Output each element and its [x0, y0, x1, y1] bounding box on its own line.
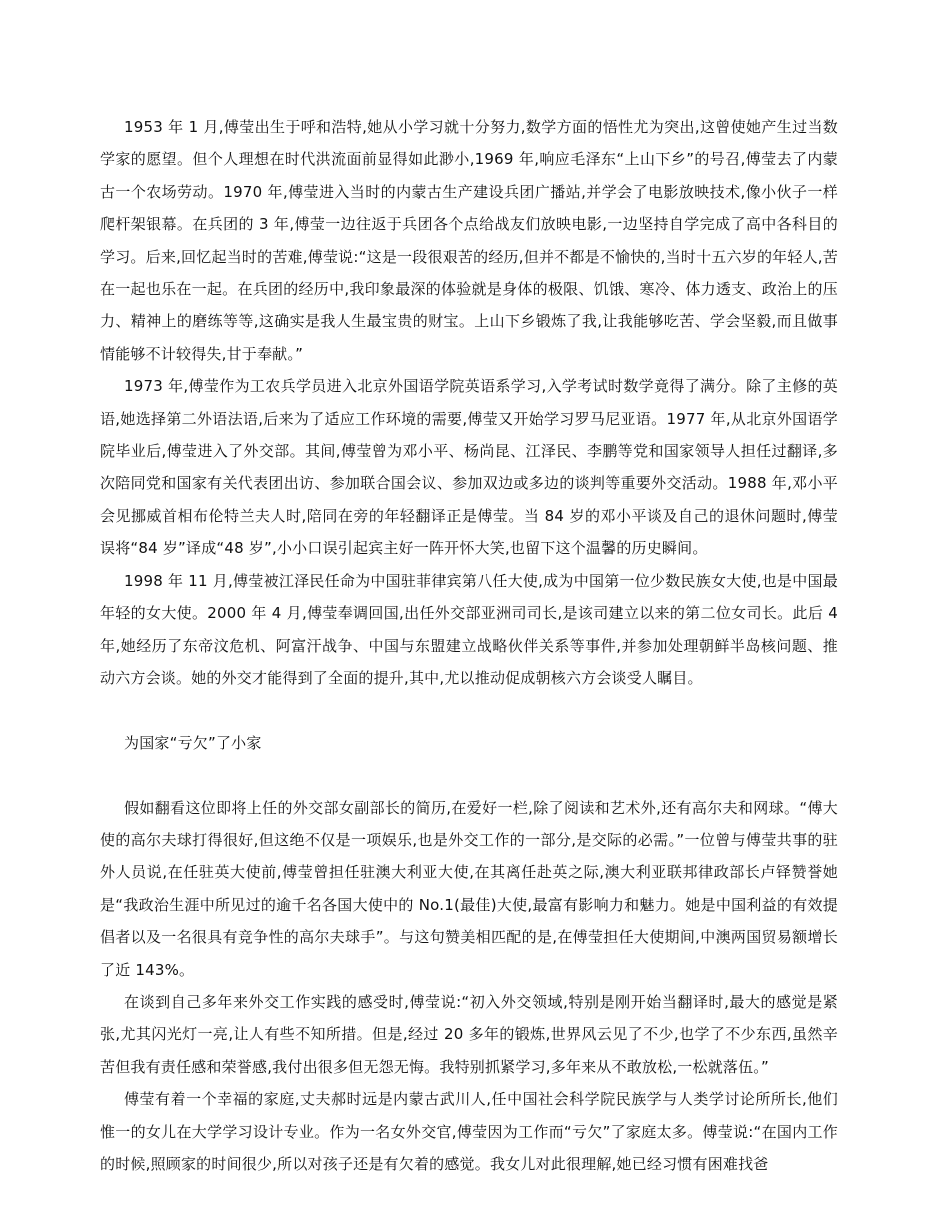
spacer: [100, 694, 838, 726]
paragraph-ambassador: 1998 年 11 月,傅莹被江泽民任命为中国驻菲律宾第八任大使,成为中国第一位少数民族女大使,也是中国最年轻的女大使。2000 年 4 月,傅莹奉调回国,出任外交部亚洲司司长,是该司建立以来的第二位女司长。此后 4 年,她经历了东帝汶危机、阿富汗战争、中国与东盟建立战略伙伴关系等事件,并参加处理朝鲜半岛核问题、推动六方会谈。她的外交才能得到了全面的提升,其中,尤以推动促成朝核六方会谈受人瞩目。: [100, 571, 838, 687]
spacer: [100, 759, 838, 791]
article-body: [100, 111, 838, 1180]
paragraph-experience: 在谈到自己多年来外交工作实践的感受时,傅莹说:“初入外交领域,特别是刚开始当翻译时,最大的感觉是紧张,尤其闪光灯一亮,让人有些不知所措。但是,经过 20 多年的锻炼,世界风云见了不少,也学了不少东西,虽然辛苦但我有责任感和荣誉感,我付出很多但无怨无悔。我特别抓紧学习,多年来从不敢放松,一松就落伍。”: [100, 992, 838, 1076]
section-heading: 为国家“亏欠”了小家: [124, 733, 262, 752]
paragraph-hobbies: 假如翻看这位即将上任的外交部女副部长的简历,在爱好一栏,除了阅读和艺术外,还有高尔夫和网球。“傅大使的高尔夫球打得很好,但这绝不仅是一项娱乐,也是外交工作的一部分,是交际的必需。”一位曾与傅莹共事的驻外人员说,在任驻英大使前,傅莹曾担任驻澳大利亚大使,在其离任赴英之际,澳大利亚联邦律政部长卢铎赞誉她是“我政治生涯中所见过的逾千名各国大使中的 No.1(最佳)大使,最富有影响力和魅力。她是中国利益的有效提倡者以及一名很具有竞争性的高尔夫球手”。与这句赞美相匹配的是,在傅莹担任大使期间,中澳两国贸易额增长了近 143%。: [100, 798, 838, 979]
paragraph-family: 傅莹有着一个幸福的家庭,丈夫郝时远是内蒙古武川人,任中国社会科学院民族学与人类学讨论所所长,他们惟一的女儿在大学学习设计专业。作为一名女外交官,傅莹因为工作而“亏欠”了家庭太多。傅莹说:“在国内工作的时候,照顾家的时间很少,所以对孩子还是有欠着的感觉。我女儿对此很理解,她已经习惯有困难找爸: [100, 1090, 838, 1173]
paragraph-early-life: 1953 年 1 月,傅莹出生于呼和浩特,她从小学习就十分努力,数学方面的悟性尤为突出,这曾使她产生过当数学家的愿望。但个人理想在时代洪流面前显得如此渺小,1969 年,响应毛泽东“上山下乡”的号召,傅莹去了内蒙古一个农场劳动。1970 年,傅莹进入当时的内蒙古生产建设兵团广播站,并学会了电影放映技术,像小伙子一样爬杆架银幕。在兵团的 3 年,傅莹一边往返于兵团各个点给战友们放映电影,一边坚持自学完成了高中各科目的学习。后来,回忆起当时的苦难,傅莹说:“这是一段很艰苦的经历,但并不都是不愉快的,当时十五六岁的年轻人,苦在一起也乐在一起。在兵团的经历中,我印象最深的体验就是身体的极限、饥饿、寒冷、体力透支、政治上的压力、精神上的磨练等等,这确实是我人生最宝贵的财宝。上山下乡锻炼了我,让我能够吃苦、学会坚毅,而且做事情能够不计较得失,甘于奉献。”: [100, 118, 838, 363]
paragraph-education-career: 1973 年,傅莹作为工农兵学员进入北京外国语学院英语系学习,入学考试时数学竟得了满分。除了主修的英语,她选择第二外语法语,后来为了适应工作环境的需要,傅莹又开始学习罗马尼亚语。1977 年,从北京外国语学院毕业后,傅莹进入了外交部。其间,傅莹曾为邓小平、杨尚昆、江泽民、李鹏等党和国家领导人担任过翻译,多次陪同党和国家有关代表团出访、参加联合国会议、参加双边或多边的谈判等重要外交活动。1988 年,邓小平会见挪威首相布伦特兰夫人时,陪同在旁的年轻翻译正是傅莹。当 84 岁的邓小平谈及自己的退休问题时,傅莹误将“84 岁”译成“48 岁”,小小口误引起宾主好一阵开怀大笑,也留下这个温馨的历史瞬间。: [100, 377, 838, 558]
